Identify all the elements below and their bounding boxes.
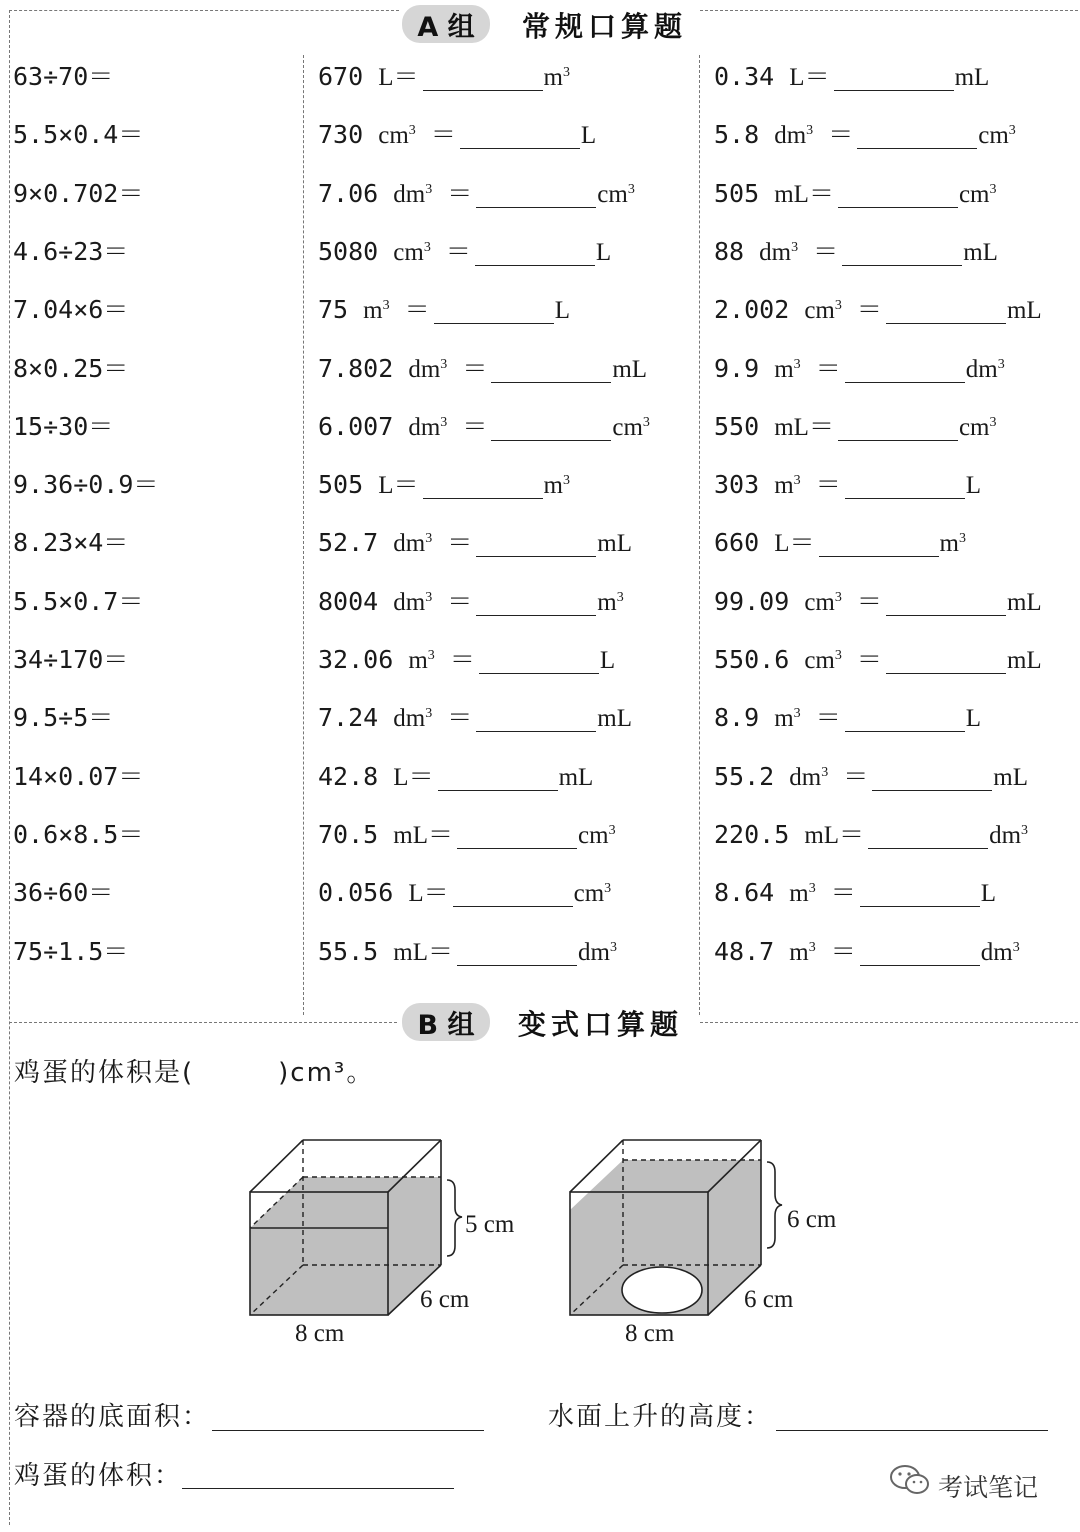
to-unit: $cm^3$ [578,821,616,849]
conversion-question: 55.2 $dm^3$ ＝ mL [714,761,1029,791]
to-unit: mL [597,705,633,733]
to-unit: mL [612,355,648,383]
to-unit: mL [1006,297,1042,325]
from-unit: $dm^3$ [393,588,433,616]
section-divider-right [700,1022,1078,1023]
to-unit: mL [993,763,1029,791]
question-value: 0.34 [714,62,775,91]
from-unit: $m^3$ [774,355,801,383]
to-unit: $m^3$ [597,588,624,616]
question-value: 7.06 [318,178,379,208]
from-unit: L [378,64,394,91]
container-figures [0,1120,1080,1360]
base-area-label: 容器的底面积： [14,1402,211,1432]
to-unit: mL [963,238,998,266]
answer-blank[interactable] [845,364,965,383]
answer-blank[interactable] [838,189,958,208]
from-unit: L [408,880,424,908]
conversion-question: 8.9 $m^3 = L$ [714,703,982,733]
conversion-question: 52.7 $dm^3$ ＝ mL [318,528,633,558]
from-unit: $dm^3$ [759,238,799,266]
conversion-question: 660 $L= m^3$ [714,528,966,558]
answer-blank[interactable] [476,189,596,208]
answer-blank[interactable] [868,830,988,849]
from-unit: mL [393,938,428,966]
answer-blank[interactable] [476,713,596,732]
egg-volume-answer-line[interactable] [182,1488,454,1489]
answer-blank[interactable] [845,480,965,499]
from-unit: $cm^3$ [393,238,431,266]
calc-question: 8.23×4＝ [13,528,129,558]
section-b-title: 变式口算题 [518,1008,684,1041]
question-value: 42.8 [318,761,379,791]
answer-blank[interactable] [860,947,980,966]
from-unit: $cm^3$ [378,122,416,150]
section-b-badge: B 组 [402,1003,490,1041]
to-unit: $cm^3$ [958,180,997,208]
from-unit: $dm^3$ [774,122,814,150]
calc-question: 0.6×8.5＝ [13,819,144,849]
answer-blank[interactable] [460,130,580,149]
question-value: 5080 [318,236,379,266]
question-value: 55.5 [318,936,379,966]
to-unit: L [554,297,570,325]
answer-blank[interactable] [423,480,543,499]
question-value: 8.9 [714,703,760,733]
conversion-question: 42.8 L＝ mL [318,761,594,791]
to-unit: $cm^3$ [573,880,612,908]
conversion-question: 6.007 $dm^3 = cm^3$ [318,411,650,441]
answer-blank[interactable] [457,830,577,849]
question-value: 70.5 [318,819,379,849]
answer-blank[interactable] [479,655,599,674]
from-unit: L [393,763,409,791]
conversion-question: 2.002 $cm^3$ ＝ mL [714,295,1042,325]
from-unit: L [774,530,790,558]
conversion-question: 5080 $cm^3 = L$ [318,236,612,266]
question-value: 7.24 [318,703,379,733]
question-value: 730 [318,120,364,150]
calc-question: 36÷60＝ [13,878,114,908]
fig2-height-label: 6 cm [787,1206,837,1233]
from-unit: mL [774,413,809,441]
answer-blank[interactable] [886,655,1006,674]
conversion-question: 8004 $dm^3 = m^3$ [318,586,624,616]
egg-shape [622,1267,702,1313]
egg-volume-label: 鸡蛋的体积： [14,1461,183,1491]
answer-blank[interactable] [434,305,554,324]
from-unit: L [378,472,394,500]
conversion-question: 550.6 $cm^3$ ＝ mL [714,645,1042,674]
conversion-question: 730 $cm^3 = L$ [318,120,597,150]
conversion-question: 0.34 L＝ mL [714,62,990,91]
conversion-question: 75 $m^3 = L$ [318,295,570,325]
answer-blank[interactable] [886,305,1006,324]
calc-question: 7.04×6＝ [13,295,129,325]
answer-blank[interactable] [491,364,611,383]
conversion-question: 99.09 $cm^3$ ＝ mL [714,586,1042,616]
from-unit: $dm^3$ [393,705,433,733]
answer-blank[interactable] [453,888,573,907]
answer-blank[interactable] [860,888,980,907]
to-unit: mL [558,763,594,791]
from-unit: mL [774,180,809,208]
to-unit: mL [597,530,633,558]
question-value: 88 [714,236,745,266]
calc-question: 8×0.25＝ [13,353,129,383]
conversion-question: 48.7 $m^3 = dm^3$ [714,936,1020,966]
to-unit: L [965,705,982,733]
question-value: 8004 [318,586,379,616]
fig1-height-label: 5 cm [465,1211,515,1238]
from-unit: $dm^3$ [408,355,448,383]
question-value: 8.64 [714,878,775,908]
answer-blank[interactable] [423,72,543,91]
to-unit: L [965,472,982,500]
answer-blank[interactable] [491,422,611,441]
question-value: 660 [714,528,760,558]
conversion-question: 505 $mL= cm^3$ [714,178,997,208]
answer-blank[interactable] [438,772,558,791]
calc-question: 5.5×0.4＝ [13,120,144,150]
fig1-width-label: 8 cm [295,1320,345,1347]
conversion-question: 55.5 $mL= dm^3$ [318,936,617,966]
fig1-depth-label: 6 cm [420,1286,470,1313]
base-area-answer-line[interactable] [212,1430,484,1431]
from-unit: $m^3$ [774,705,801,733]
conversion-question: 7.06 $dm^3 = cm^3$ [318,178,635,208]
question-value: 0.056 [318,878,394,908]
question-value: 303 [714,470,760,500]
from-unit: mL [804,821,840,849]
calc-question: 9.36÷0.9＝ [13,470,159,500]
from-unit: $dm^3$ [789,763,829,791]
answer-blank[interactable] [845,713,965,732]
conversion-question: 670 $L= m^3$ [318,62,570,91]
answer-blank[interactable] [886,597,1006,616]
calc-question: 75÷1.5＝ [13,936,129,966]
from-unit: $dm^3$ [393,180,433,208]
question-value: 99.09 [714,586,790,616]
calc-question: 9.5÷5＝ [13,703,114,733]
question-value: 220.5 [714,819,790,849]
calc-question: 14×0.07＝ [13,761,144,791]
answer-blank[interactable] [842,247,962,266]
answer-blank[interactable] [838,422,958,441]
from-unit: $m^3$ [774,472,801,500]
answer-blank[interactable] [819,538,939,557]
frame-top-border-left [9,10,399,11]
from-unit: $m^3$ [789,938,816,966]
question-value: 9.9 [714,353,760,383]
from-unit: $m^3$ [408,647,435,674]
section-a-title: 常规口算题 [522,10,688,43]
to-unit: L [980,880,997,908]
section-divider-left [9,1022,397,1023]
question-value: 2.002 [714,295,790,325]
to-unit: mL [954,64,990,91]
calc-question: 9×0.702＝ [13,178,144,208]
fig2-depth-label: 6 cm [744,1286,794,1313]
to-unit: mL [1006,588,1042,616]
question-value: 505 [714,178,760,208]
conversion-question: 9.9 $m^3 = dm^3$ [714,353,1005,383]
water-rise-label: 水面上升的高度： [548,1402,773,1432]
answer-blank[interactable] [834,72,954,91]
question-value: 52.7 [318,528,379,558]
to-unit: $dm^3$ [989,821,1029,849]
question-value: 505 [318,470,364,500]
conversion-question: 0.056 $L= cm^3$ [318,878,612,908]
to-unit: $cm^3$ [958,413,997,441]
from-unit: $dm^3$ [408,413,448,441]
conversion-question: 88 $dm^3$ ＝ mL [714,236,998,266]
answer-blank[interactable] [857,130,977,149]
calc-question: 34÷170＝ [13,645,129,674]
from-unit: $m^3$ [363,297,390,325]
section-a-badge: A 组 [402,5,490,43]
calc-question: 5.5×0.7＝ [13,586,144,616]
from-unit: $cm^3$ [804,297,842,325]
conversion-question: 7.24 $dm^3$ ＝ mL [318,703,633,733]
conversion-question: 550 $mL= cm^3$ [714,411,997,441]
question-value: 6.007 [318,411,394,441]
conversion-question: 32.06 $m^3 = L$ [318,645,616,674]
question-value: 7.802 [318,353,394,383]
question-value: 550 [714,411,760,441]
fig2-width-label: 8 cm [625,1320,675,1347]
to-unit: mL [1006,647,1042,674]
question-value: 5.8 [714,120,760,150]
to-unit: $m^3$ [543,64,570,91]
conversion-question: 5.8 $dm^3 = cm^3$ [714,120,1016,150]
conversion-question: 8.64 $m^3 = L$ [714,878,997,908]
answer-blank[interactable] [872,772,992,791]
question-value: 48.7 [714,936,775,966]
to-unit: $m^3$ [543,472,570,500]
from-unit: $dm^3$ [393,530,433,558]
answer-blank[interactable] [476,597,596,616]
to-unit: $dm^3$ [980,938,1020,966]
from-unit: $cm^3$ [804,647,842,674]
to-unit: L [595,238,612,266]
watermark-text: 考试笔记 [938,1473,1039,1502]
from-unit: L [789,64,805,91]
conversion-question: 70.5 $mL= cm^3$ [318,819,616,849]
answer-blank[interactable] [457,947,577,966]
column-divider-2 [699,55,700,1015]
question-value: 32.06 [318,645,394,674]
to-unit: L [599,647,616,674]
conversion-question: 7.802 $dm^3$ ＝ mL [318,353,648,383]
to-unit: $cm^3$ [597,180,635,208]
calc-question: 63÷70＝ [13,62,114,91]
question-value: 670 [318,62,364,91]
from-unit: mL [393,821,428,849]
water-rise-answer-line[interactable] [776,1430,1048,1431]
from-unit: $cm^3$ [804,588,842,616]
to-unit: $m^3$ [939,530,966,558]
question-value: 55.2 [714,761,775,791]
frame-top-border-right [700,10,1078,11]
answer-blank[interactable] [476,538,596,557]
to-unit: $dm^3$ [578,938,617,966]
to-unit: L [580,122,597,150]
from-unit: $m^3$ [789,880,816,908]
question-value: 550.6 [714,645,790,674]
calc-question: 4.6÷23＝ [13,236,129,266]
wechat-icon [888,1462,932,1498]
to-unit: $dm^3$ [965,355,1005,383]
conversion-question: 220.5 $mL= dm^3$ [714,819,1029,849]
to-unit: $cm^3$ [612,413,650,441]
answer-blank[interactable] [475,247,595,266]
calc-question: 15÷30＝ [13,411,114,441]
conversion-question: 505 $L= m^3$ [318,470,570,500]
egg-question: 鸡蛋的体积是( )cm³。 [14,1058,375,1088]
question-value: 75 [318,295,349,325]
to-unit: $cm^3$ [978,122,1016,150]
column-divider-1 [303,55,304,1015]
conversion-question: 303 $m^3 = L$ [714,470,982,500]
